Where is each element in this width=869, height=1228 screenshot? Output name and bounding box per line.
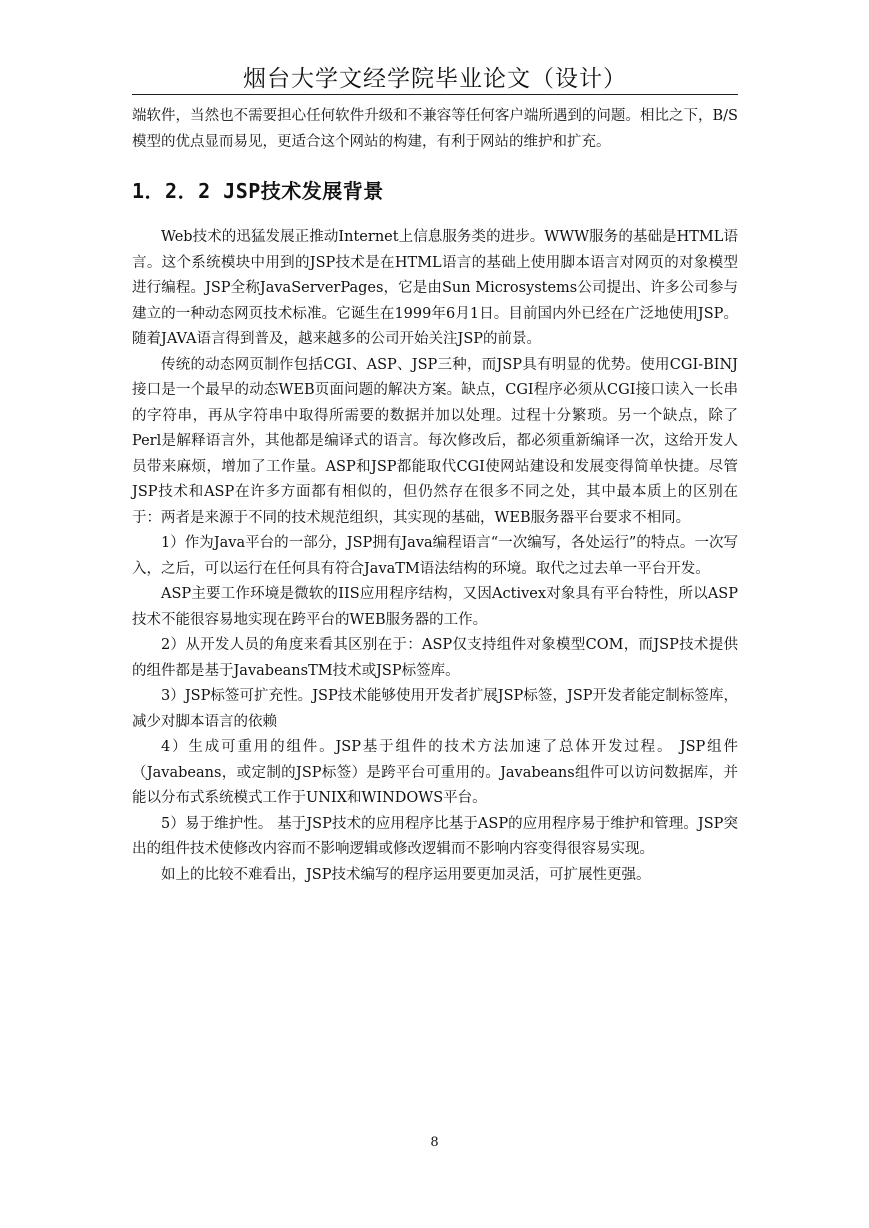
section-heading: 1．2．2 JSP技术发展背景: [132, 179, 384, 203]
page-header-title: 烟台大学文经学院毕业论文（设计）: [243, 66, 627, 92]
list-item-2: 2）从开发人员的角度来看其区别在于：ASP仅支持组件对象模型COM，而JSP技术提供的组件都是基于JavabeansTM技术或JSP标签库。: [132, 637, 738, 679]
body-paragraph: 传统的动态网页制作包括CGI、ASP、JSP三种，而JSP具有明显的优势。使用CGI-BINJ接口是一个最早的动态WEB页面问题的解决方案。缺点，CGI程序必须从CGI接口读入一长串的字符串，再从字符串中取得所需要的数据并加以处理。过程十分繁琐。另一个缺点，除了Perl是解释语言外，其他都是编译式的语言。每次修改后，都必须重新编译一次，这给开发人员带来麻烦，增加了工作量。ASP和JSP都能取代CGI使网站建设和发展变得简单快捷。尽管JSP技术和ASP在许多方面都有相似的，但仍然存在很多不同之处，其中最本质上的区别在于：两者是来源于不同的技术规范组织，其实现的基础，WEB服务器平台要求不相同。: [132, 356, 738, 526]
list-item-4: 4）生成可重用的组件。JSP基于组件的技术方法加速了总体开发过程。 JSP组件（Javabeans，或定制的JSP标签）是跨平台可重用的。Javabeans组件可以访问数据库，并能以分布式系统模式工作于UNIX和WINDOWS平台。: [132, 739, 738, 806]
body-paragraph: ASP主要工作环境是微软的IIS应用程序结构，又因Activex对象具有平台特性，所以ASP技术不能很容易地实现在跨平台的WEB服务器的工作。: [132, 586, 738, 628]
list-item-3: 3）JSP标签可扩充性。JSP技术能够使用开发者扩展JSP标签，JSP开发者能定制标签库，减少对脚本语言的依赖: [132, 688, 738, 730]
continuation-paragraph: 端软件，当然也不需要担心任何软件升级和不兼容等任何客户端所遇到的问题。相比之下，B/S模型的优点显而易见，更适合这个网站的构建，有利于网站的维护和扩充。: [132, 108, 738, 150]
page-number: 8: [430, 1135, 439, 1150]
conclusion-paragraph: 如上的比较不难看出，JSP技术编写的程序运用要更加灵活，可扩展性更强。: [161, 866, 651, 883]
header-divider: [132, 94, 738, 95]
body-paragraph: Web技术的迅猛发展正推动Internet上信息服务类的进步。WWW服务的基础是HTML语言。这个系统模块中用到的JSP技术是在HTML语言的基础上使用脚本语言对网页的对象模型进行编程。JSP全称JavaServerPages，它是由Sun Microsystems公司提出、许多公司参与建立的一种动态网页技术标准。它诞生在1999年6月1日。目前国内外已经在广泛地使用JSP。随着JAVA语言得到普及，越来越多的公司开始关注JSP的前景。: [132, 229, 738, 347]
document-body: [132, 104, 738, 888]
list-item-5: 5）易于维护性。 基于JSP技术的应用程序比基于ASP的应用程序易于维护和管理。JSP突出的组件技术使修改内容而不影响逻辑或修改逻辑而不影响内容变得很容易实现。: [132, 815, 738, 857]
list-item-1: 1）作为Java平台的一部分，JSP拥有Java编程语言“一次编写，各处运行”的特点。一次写入，之后，可以运行在任何具有符合JavaTM语法结构的环境。取代之过去单一平台开发。: [132, 535, 738, 577]
